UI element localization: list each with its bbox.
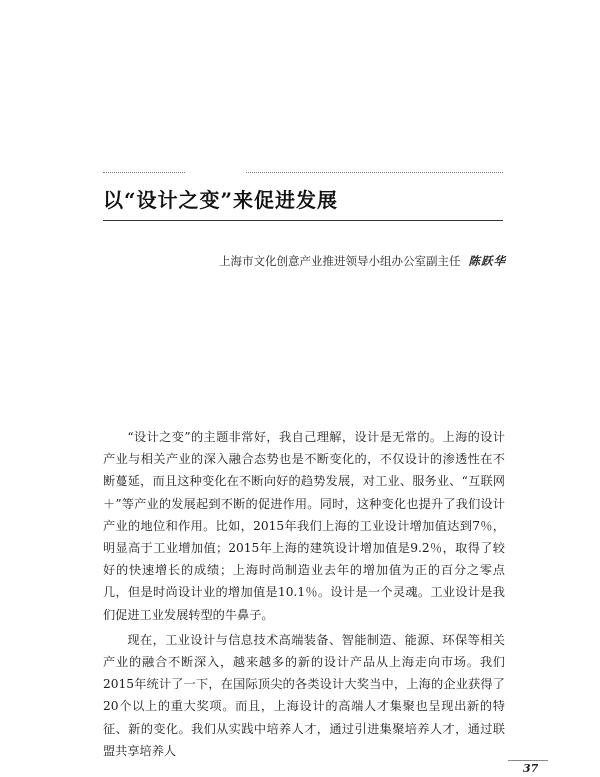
paragraph: 现在，工业设计与信息技术高端装备、智能制造、能源、环保等相关产业的融合不断深入，越来越多的新的设计产品从上海走向市场。我们2015年统计了一下，在国际顶尖的各类设计大奖当中，上海的企业获得了20个以上的重大奖项。而且，上海设计的高端人才集聚也呈现出新的特征、新的变化。我们从实践中培养人才，通过引进集聚培养人才，通过联盟共享培养人 [103,632,505,758]
byline-author: 陈跃华 [468,254,506,268]
byline [200,253,506,269]
title-bottom-rule [103,220,503,221]
page-number-rule [508,760,548,761]
article-body [103,426,505,765]
paragraph: “设计之变”的主题非常好，我自己理解，设计是无常的。上海的设计产业与相关产业的深入融合态势也是不断变化的，不仅设计的渗透性在不断蔓延，而且这种变化在不断向好的趋势发展，对工业、服务业、“互联网＋”等产业的发展起到不断的促进作用。同时，这种变化也提升了我们设计产业的地位和作用。比如，2015年我们上海的工业设计增加值达到7％，明显高于工业增加值；2015年上海的建筑设计增加值是9.2％，取得了较好的快速增长的成绩；上海时尚制造业去年的增加值为正的百分之零点几，但是时尚设计业的增加值是10.1％。设计是一个灵魂。工业设计是我们促进工业发展转型的牛鼻子。 [103,430,505,622]
title-top-rule-gap [186,168,246,176]
title-top-rule [103,172,503,173]
article-title: 以“设计之变”来促进发展 [103,188,339,212]
byline-affiliation: 上海市文化创意产业推进领导小组办公室副主任 [219,254,461,268]
page-number: 37 [523,762,539,775]
